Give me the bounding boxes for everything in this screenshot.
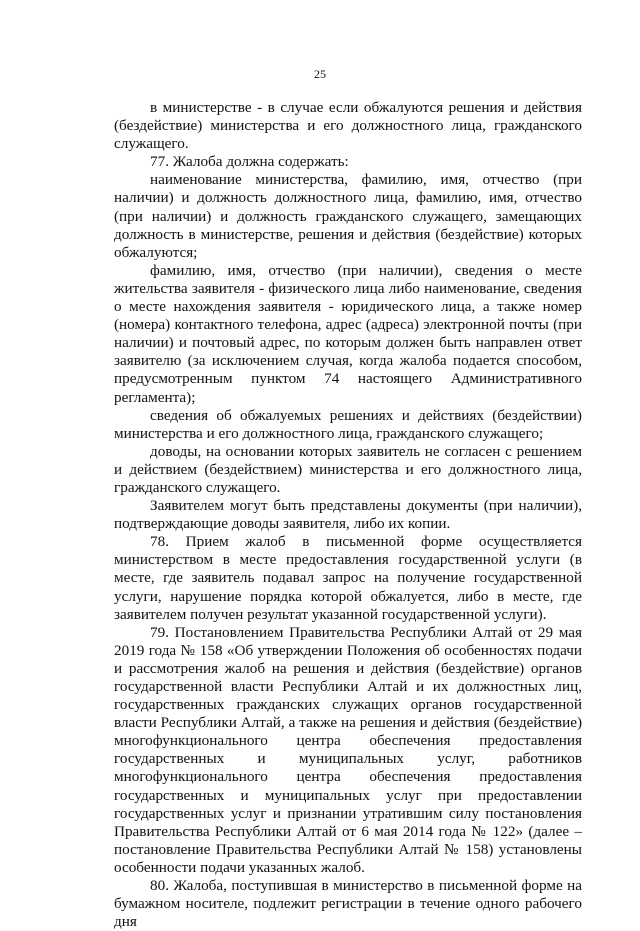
paragraph-ministry-case: в министерстве - в случае если обжалуются решения и действия (бездействие) министерства и его должностного лица, гражданского служащего. — [114, 99, 582, 153]
paragraph-appealed-decisions: сведения об обжалуемых решениях и действиях (бездействии) министерства и его должностного лица, гражданского служащего; — [114, 406, 582, 442]
paragraph-77-heading: 77. Жалоба должна содержать: — [150, 153, 349, 171]
page-number: 25 — [314, 67, 326, 81]
document-body — [114, 99, 582, 931]
paragraph-78: 78. Прием жалоб в письменной форме осуществляется министерством в месте предоставления государственной услуги (в месте, где заявитель подавал запрос на получение государственной услуги, нарушение порядка которой обжалуется, либо в месте, где заявителем получен результат указанной государственной услуги). — [114, 533, 582, 623]
paragraph-79: 79. Постановлением Правительства Республики Алтай от 29 мая 2019 года № 158 «Об утверждении Положения об особенностях подачи и рассмотрения жалоб на решения и действия (бездействие) органов государственной власти Республики Алтай и их должностных лиц, государственных гражданских служащих органов государственной власти Республики Алтай, а также на решения и действия (бездействие) многофункционального центра обеспечения предоставления государственных и муниципальных услуг, работников многофункционального центра обеспечения предоставления государственных и муниципальных услуг при предоставлении государственных услуг и признании утратившим силу постановления Правительства Республики Алтай от 6 мая 2014 года № 122» (далее – постановление Правительства Республики Алтай № 158) установлены особенности подачи указанных жалоб. — [114, 623, 582, 876]
paragraph-applicant-details: фамилию, имя, отчество (при наличии), сведения о месте жительства заявителя - физического лица либо наименование, сведения о месте нахождения заявителя - юридического лица, а также номер (номера) контактного телефона, адрес (адреса) электронной почты (при наличии) и почтовый адрес, по которым должен быть направлен ответ заявителю (за исключением случая, когда жалоба подается способом, предусмотренным пунктом 74 настоящего Административного регламента); — [114, 261, 582, 406]
paragraph-ministry-name: наименование министерства, фамилию, имя, отчество (при наличии) и должность должностного лица, фамилию, имя, отчество (при наличии) и должность гражданского служащего, замещающих должность в министерстве, решения и действия (бездействие) которых обжалуются; — [114, 171, 582, 261]
paragraph-80: 80. Жалоба, поступившая в министерство в письменной форме на бумажном носителе, подлежит регистрации в течение одного рабочего дня — [114, 877, 582, 931]
paragraph-arguments: доводы, на основании которых заявитель не согласен с решением и действием (бездействием) министерства и его должностного лица, гражданского служащего. — [114, 442, 582, 496]
paragraph-documents: Заявителем могут быть представлены документы (при наличии), подтверждающие доводы заявителя, либо их копии. — [114, 497, 582, 533]
